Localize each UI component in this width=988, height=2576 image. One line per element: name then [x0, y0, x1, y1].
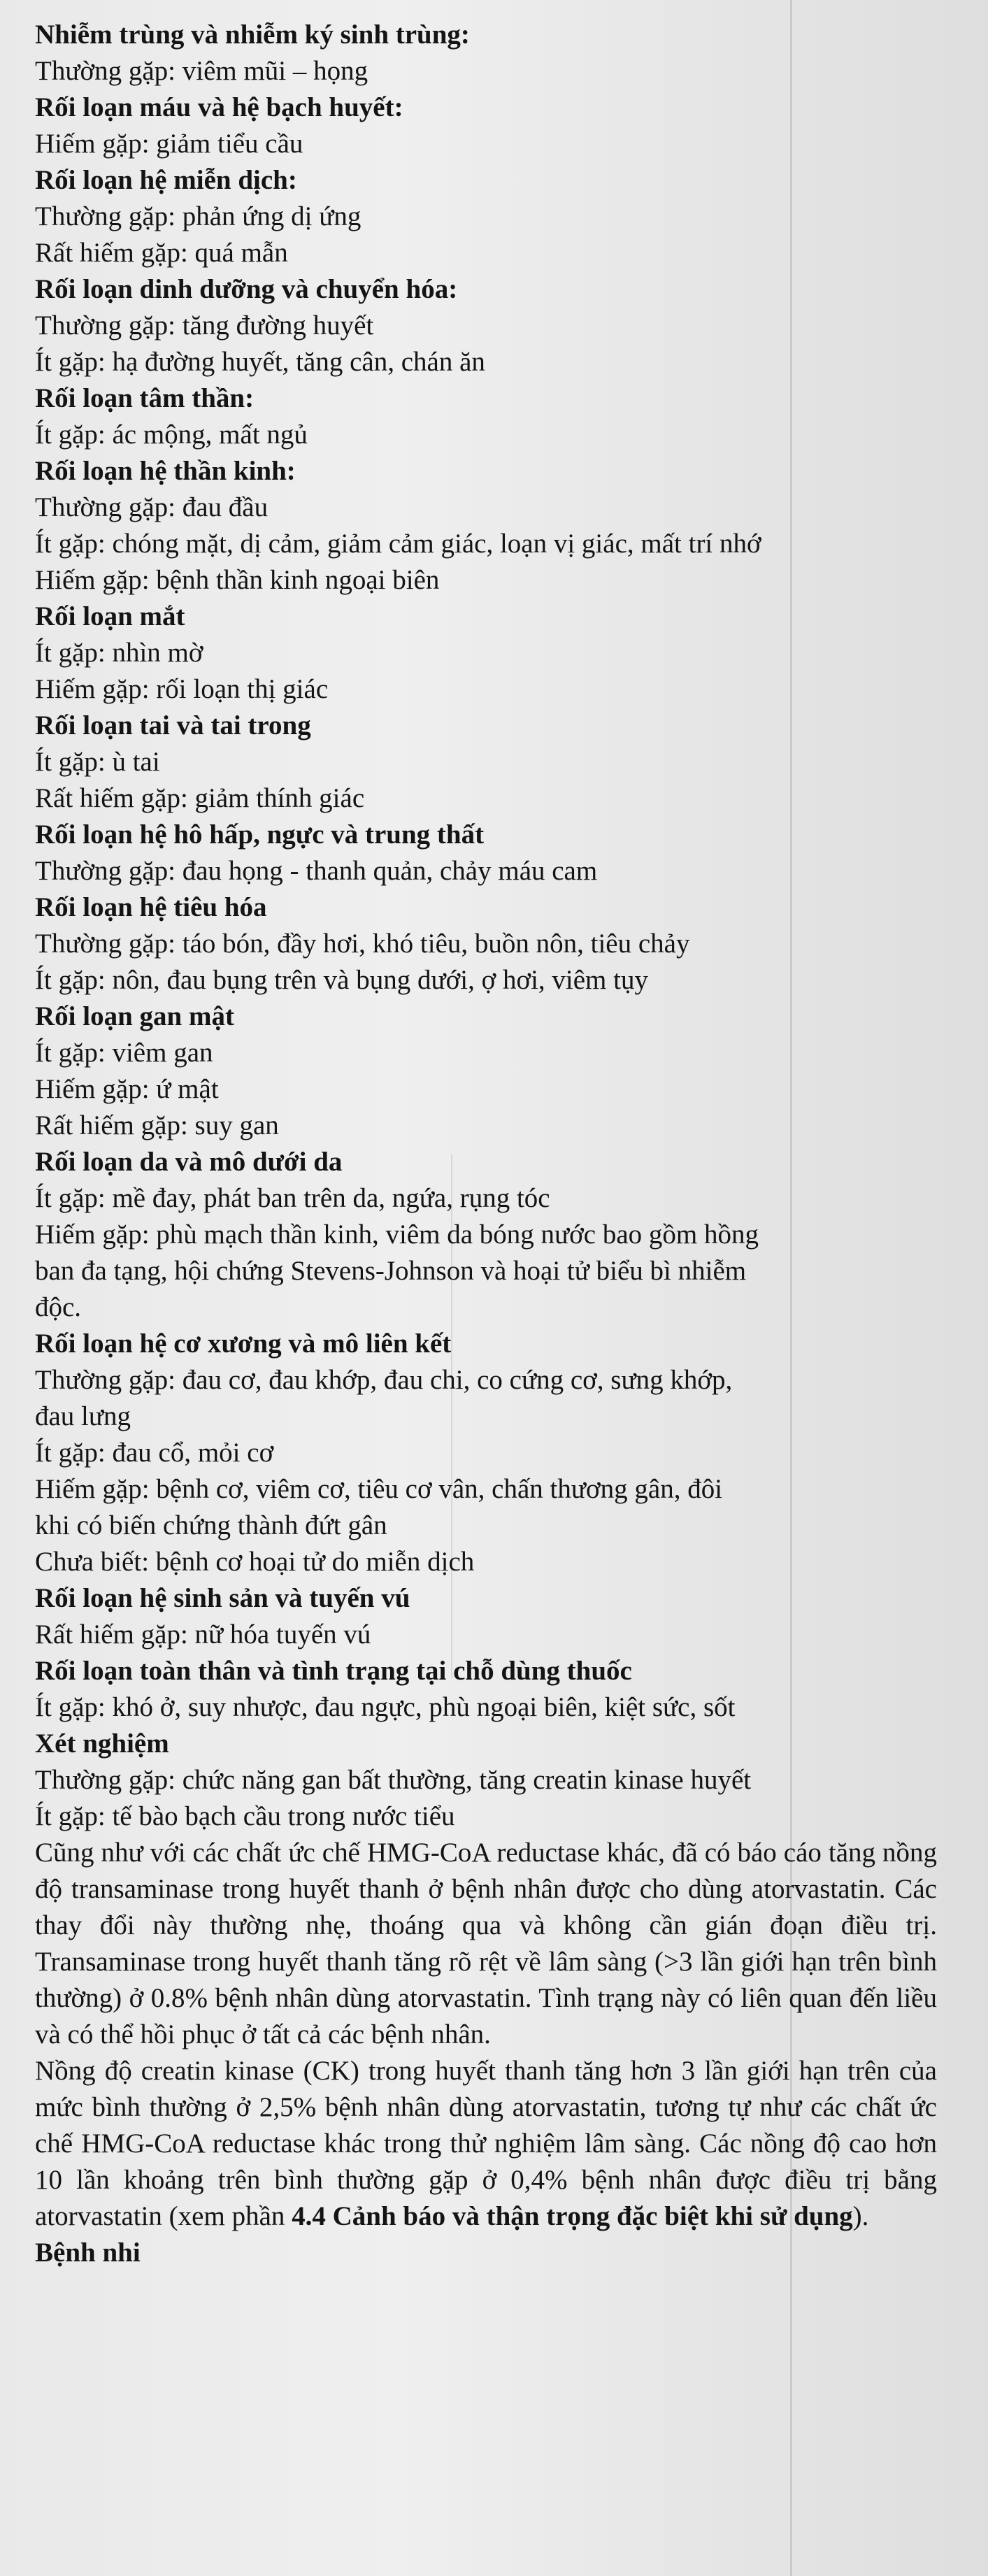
- section-line: Hiếm gặp: bệnh cơ, viêm cơ, tiêu cơ vân, chấn thương gân, đôi: [35, 1474, 723, 1504]
- section-heading: Rối loạn tai và tai trong: [35, 710, 311, 740]
- section-heading: Rối loạn toàn thân và tình trạng tại chỗ dùng thuốc: [35, 1656, 632, 1686]
- section-line: Hiếm gặp: bệnh thần kinh ngoại biên: [35, 565, 440, 595]
- section-line: khi có biến chứng thành đứt gân: [35, 1510, 387, 1540]
- section-line: Thường gặp: tăng đường huyết: [35, 310, 374, 341]
- section-heading: Rối loạn hệ cơ xương và mô liên kết: [35, 1329, 452, 1359]
- section-line: Thường gặp: đau đầu: [35, 492, 269, 522]
- section-line: Thường gặp: viêm mũi – họng: [35, 56, 368, 86]
- section-heading: Rối loạn hệ sinh sản và tuyến vú: [35, 1583, 410, 1613]
- section-line: Thường gặp: đau cơ, đau khớp, đau chi, co cứng cơ, sưng khớp,: [35, 1365, 733, 1395]
- section-heading: Rối loạn da và mô dưới da: [35, 1147, 343, 1177]
- section-reference: 4.4 Cảnh báo và thận trọng đặc biệt khi sử dụng: [292, 2201, 853, 2231]
- section-line: Ít gặp: nhìn mờ: [35, 638, 203, 668]
- transaminase-paragraph: Cũng như với các chất ức chế HMG-CoA reductase khác, đã có báo cáo tăng nồng độ transaminase trong huyết thanh ở bệnh nhân được cho dùng atorvastatin. Các thay đổi này thường nhẹ, thoáng qua và không cần gián đoạn điều trị. Transaminase trong huyết thanh tăng rõ rệt về lâm sàng (>3 lần giới hạn trên bình thường) ở 0.8% bệnh nhân dùng atorvastatin. Tình trạng này có liên quan đến liều và có thể hồi phục ở tất cả các bệnh nhân.: [35, 1838, 937, 2049]
- document-body: [35, 17, 965, 2271]
- section-line: Ít gặp: viêm gan: [35, 1038, 213, 1068]
- section-line: Ít gặp: tế bào bạch cầu trong nước tiểu: [35, 1801, 455, 1831]
- section-line: Chưa biết: bệnh cơ hoại tử do miễn dịch: [35, 1547, 475, 1577]
- section-line: độc.: [35, 1292, 82, 1322]
- section-line: Thường gặp: chức năng gan bất thường, tăng creatin kinase huyết: [35, 1765, 752, 1795]
- section-heading: Rối loạn tâm thần:: [35, 383, 255, 413]
- section-heading: Xét nghiệm: [35, 1729, 169, 1759]
- section-line: đau lưng: [35, 1401, 131, 1431]
- section-line: Rất hiếm gặp: nữ hóa tuyến vú: [35, 1619, 371, 1650]
- section-line: Ít gặp: mề đay, phát ban trên da, ngứa, rụng tóc: [35, 1183, 550, 1213]
- section-heading: Rối loạn hệ thần kinh:: [35, 456, 296, 486]
- section-heading: Rối loạn hệ tiêu hóa: [35, 892, 267, 922]
- section-heading: Rối loạn hệ miễn dịch:: [35, 165, 297, 195]
- section-heading: Rối loạn hệ hô hấp, ngực và trung thất: [35, 820, 485, 850]
- section-line: Hiếm gặp: phù mạch thần kinh, viêm da bóng nước bao gồm hồng: [35, 1219, 759, 1250]
- section-line: Ít gặp: ác mộng, mất ngủ: [35, 420, 308, 450]
- section-line: Ít gặp: hạ đường huyết, tăng cân, chán ăn: [35, 347, 485, 377]
- section-line: Ít gặp: đau cổ, mỏi cơ: [35, 1438, 274, 1468]
- section-heading: Rối loạn gan mật: [35, 1001, 234, 1031]
- section-heading: Rối loạn mắt: [35, 601, 185, 631]
- section-line: Hiếm gặp: ứ mật: [35, 1074, 219, 1104]
- section-line: Rất hiếm gặp: giảm thính giác: [35, 783, 365, 813]
- section-line: Ít gặp: chóng mặt, dị cảm, giảm cảm giác, loạn vị giác, mất trí nhớ: [35, 529, 761, 559]
- section-heading: Rối loạn dinh dưỡng và chuyển hóa:: [35, 274, 458, 304]
- paragraph-text: ).: [852, 2201, 869, 2231]
- section-line: ban đa tạng, hội chứng Stevens-Johnson và hoại tử biểu bì nhiễm: [35, 1256, 747, 1286]
- section-line: Thường gặp: đau họng - thanh quản, chảy máu cam: [35, 856, 598, 886]
- section-line: Hiếm gặp: giảm tiểu cầu: [35, 129, 303, 159]
- adverse-effects-list: [35, 17, 965, 1835]
- section-line: Rất hiếm gặp: quá mẫn: [35, 238, 288, 268]
- section-line: Thường gặp: phản ứng dị ứng: [35, 201, 361, 231]
- section-line: Rất hiếm gặp: suy gan: [35, 1110, 279, 1140]
- paragraph-text: Nồng độ creatin kinase (CK) trong huyết thanh tăng hơn 3 lần giới hạn trên của mức bình thường ở 2,5% bệnh nhân dùng atorvastatin, tương tự như các chất ức chế HMG-CoA reductase khác trong thử nghiệm lâm sàng. Các nồng độ cao hơn 10 lần khoảng trên bình thường gặp ở 0,4% bệnh nhân được điều trị bằng atorvastatin (xem phần: [35, 2056, 937, 2231]
- section-heading: Rối loạn máu và hệ bạch huyết:: [35, 92, 403, 122]
- creatin-kinase-paragraph: [35, 2053, 937, 2235]
- section-heading: Nhiễm trùng và nhiễm ký sinh trùng:: [35, 20, 470, 50]
- section-line: Ít gặp: ù tai: [35, 747, 160, 777]
- section-heading-pediatrics: Bệnh nhi: [35, 2238, 141, 2268]
- section-line: Ít gặp: khó ở, suy nhược, đau ngực, phù ngoại biên, kiệt sức, sốt: [35, 1692, 736, 1722]
- section-line: Hiếm gặp: rối loạn thị giác: [35, 674, 329, 704]
- section-line: Thường gặp: táo bón, đầy hơi, khó tiêu, buồn nôn, tiêu chảy: [35, 929, 690, 959]
- section-line: Ít gặp: nôn, đau bụng trên và bụng dưới, ợ hơi, viêm tụy: [35, 965, 648, 995]
